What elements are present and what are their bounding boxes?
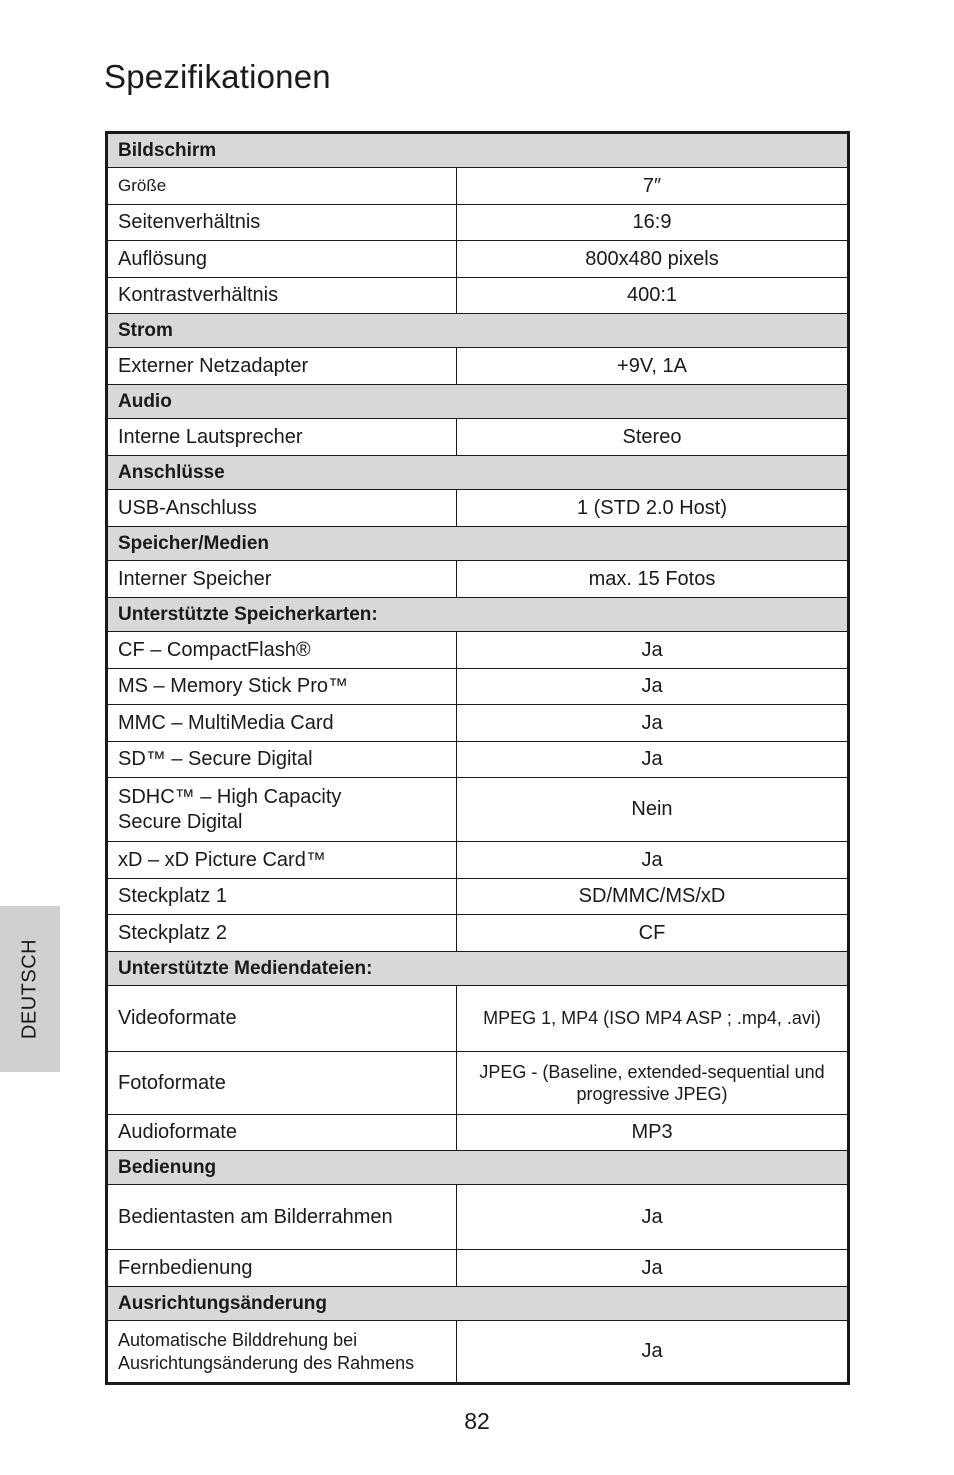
language-label: DEUTSCH — [18, 938, 41, 1040]
spec-value: Stereo — [457, 419, 849, 456]
spec-value: 400:1 — [457, 278, 849, 314]
spec-value: max. 15 Fotos — [457, 561, 849, 598]
spec-label: MS – Memory Stick Pro™ — [107, 669, 457, 705]
spec-value: MP3 — [457, 1115, 849, 1151]
page-number: 82 — [464, 1408, 490, 1434]
section-header: Strom — [107, 314, 849, 348]
spec-label-line: Automatische Bilddrehung bei — [118, 1330, 358, 1350]
section-header: Ausrichtungsänderung — [107, 1287, 849, 1321]
spec-value: Ja — [457, 1250, 849, 1287]
spec-value: Ja — [457, 842, 849, 879]
section-header: Speicher/Medien — [107, 527, 849, 561]
table-row — [107, 1321, 849, 1384]
table-row — [107, 419, 849, 456]
table-row — [107, 348, 849, 385]
spec-label: Videoformate — [107, 986, 457, 1052]
spec-value: Nein — [457, 778, 849, 842]
table-row — [107, 842, 849, 879]
spec-value: 1 (STD 2.0 Host) — [457, 490, 849, 527]
section-header: Bedienung — [107, 1151, 849, 1185]
spec-value: MPEG 1, MP4 (ISO MP4 ASP ; .mp4, .avi) — [457, 986, 849, 1052]
spec-value: 800x480 pixels — [457, 241, 849, 278]
spec-value: 16:9 — [457, 205, 849, 241]
spec-label — [107, 1321, 457, 1384]
table-row — [107, 561, 849, 598]
spec-label: Fotoformate — [107, 1052, 457, 1115]
spec-label: Seitenverhältnis — [107, 205, 457, 241]
spec-label: Steckplatz 1 — [107, 879, 457, 915]
table-row — [107, 168, 849, 205]
spec-label: Interner Speicher — [107, 561, 457, 598]
spec-label: Größe — [107, 168, 457, 205]
spec-value: Ja — [457, 1321, 849, 1384]
section-row-mediendateien — [107, 952, 849, 986]
section-row-bedienung — [107, 1151, 849, 1185]
spec-label: USB-Anschluss — [107, 490, 457, 527]
specifications-table — [105, 131, 850, 1385]
spec-label: MMC – MultiMedia Card — [107, 705, 457, 742]
table-row — [107, 632, 849, 669]
section-row-anschluesse — [107, 456, 849, 490]
section-row-ausrichtung — [107, 1287, 849, 1321]
spec-value: CF — [457, 915, 849, 952]
spec-label: Kontrastverhältnis — [107, 278, 457, 314]
section-header: Unterstützte Speicherkarten: — [107, 598, 849, 632]
spec-label: Audioformate — [107, 1115, 457, 1151]
table-row — [107, 778, 849, 842]
section-row-audio — [107, 385, 849, 419]
table-row — [107, 879, 849, 915]
spec-label: Fernbedienung — [107, 1250, 457, 1287]
table-row — [107, 1115, 849, 1151]
spec-label: Bedientasten am Bilderrahmen — [107, 1185, 457, 1250]
spec-label: Steckplatz 2 — [107, 915, 457, 952]
table-row — [107, 490, 849, 527]
language-side-tab — [0, 906, 60, 1072]
spec-label: SD™ – Secure Digital — [107, 742, 457, 778]
spec-value: 7″ — [457, 168, 849, 205]
spec-label-line: Secure Digital — [118, 810, 243, 833]
table-row — [107, 986, 849, 1052]
spec-value: Ja — [457, 669, 849, 705]
table-row — [107, 742, 849, 778]
section-row-speicher-medien — [107, 527, 849, 561]
spec-label: Auflösung — [107, 241, 457, 278]
table-row — [107, 915, 849, 952]
spec-value: Ja — [457, 1185, 849, 1250]
spec-value-line: progressive JPEG) — [576, 1084, 728, 1104]
spec-label-line: SDHC™ – High Capacity — [118, 785, 342, 808]
table-row — [107, 1250, 849, 1287]
table-row — [107, 705, 849, 742]
section-row-strom — [107, 314, 849, 348]
spec-value: +9V, 1A — [457, 348, 849, 385]
table-row — [107, 241, 849, 278]
spec-value: Ja — [457, 705, 849, 742]
spec-value — [457, 1052, 849, 1115]
table-row — [107, 278, 849, 314]
section-header: Audio — [107, 385, 849, 419]
section-row-bildschirm — [107, 133, 849, 168]
table-row — [107, 1052, 849, 1115]
section-header: Bildschirm — [107, 133, 849, 168]
section-row-speicherkarten — [107, 598, 849, 632]
table-row — [107, 205, 849, 241]
spec-value: Ja — [457, 742, 849, 778]
spec-label: Externer Netzadapter — [107, 348, 457, 385]
spec-label — [107, 778, 457, 842]
spec-label: CF – CompactFlash® — [107, 632, 457, 669]
spec-value: Ja — [457, 632, 849, 669]
page-title: Spezifikationen — [104, 58, 331, 95]
spec-value: SD/MMC/MS/xD — [457, 879, 849, 915]
spec-value-line: JPEG - (Baseline, extended-sequential und — [479, 1061, 825, 1082]
table-row — [107, 1185, 849, 1250]
spec-label: Interne Lautsprecher — [107, 419, 457, 456]
spec-label-line: Ausrichtungsänderung des Rahmens — [118, 1352, 415, 1373]
section-header: Anschlüsse — [107, 456, 849, 490]
table-row — [107, 669, 849, 705]
section-header: Unterstützte Mediendateien: — [107, 952, 849, 986]
spec-label: xD – xD Picture Card™ — [107, 842, 457, 879]
